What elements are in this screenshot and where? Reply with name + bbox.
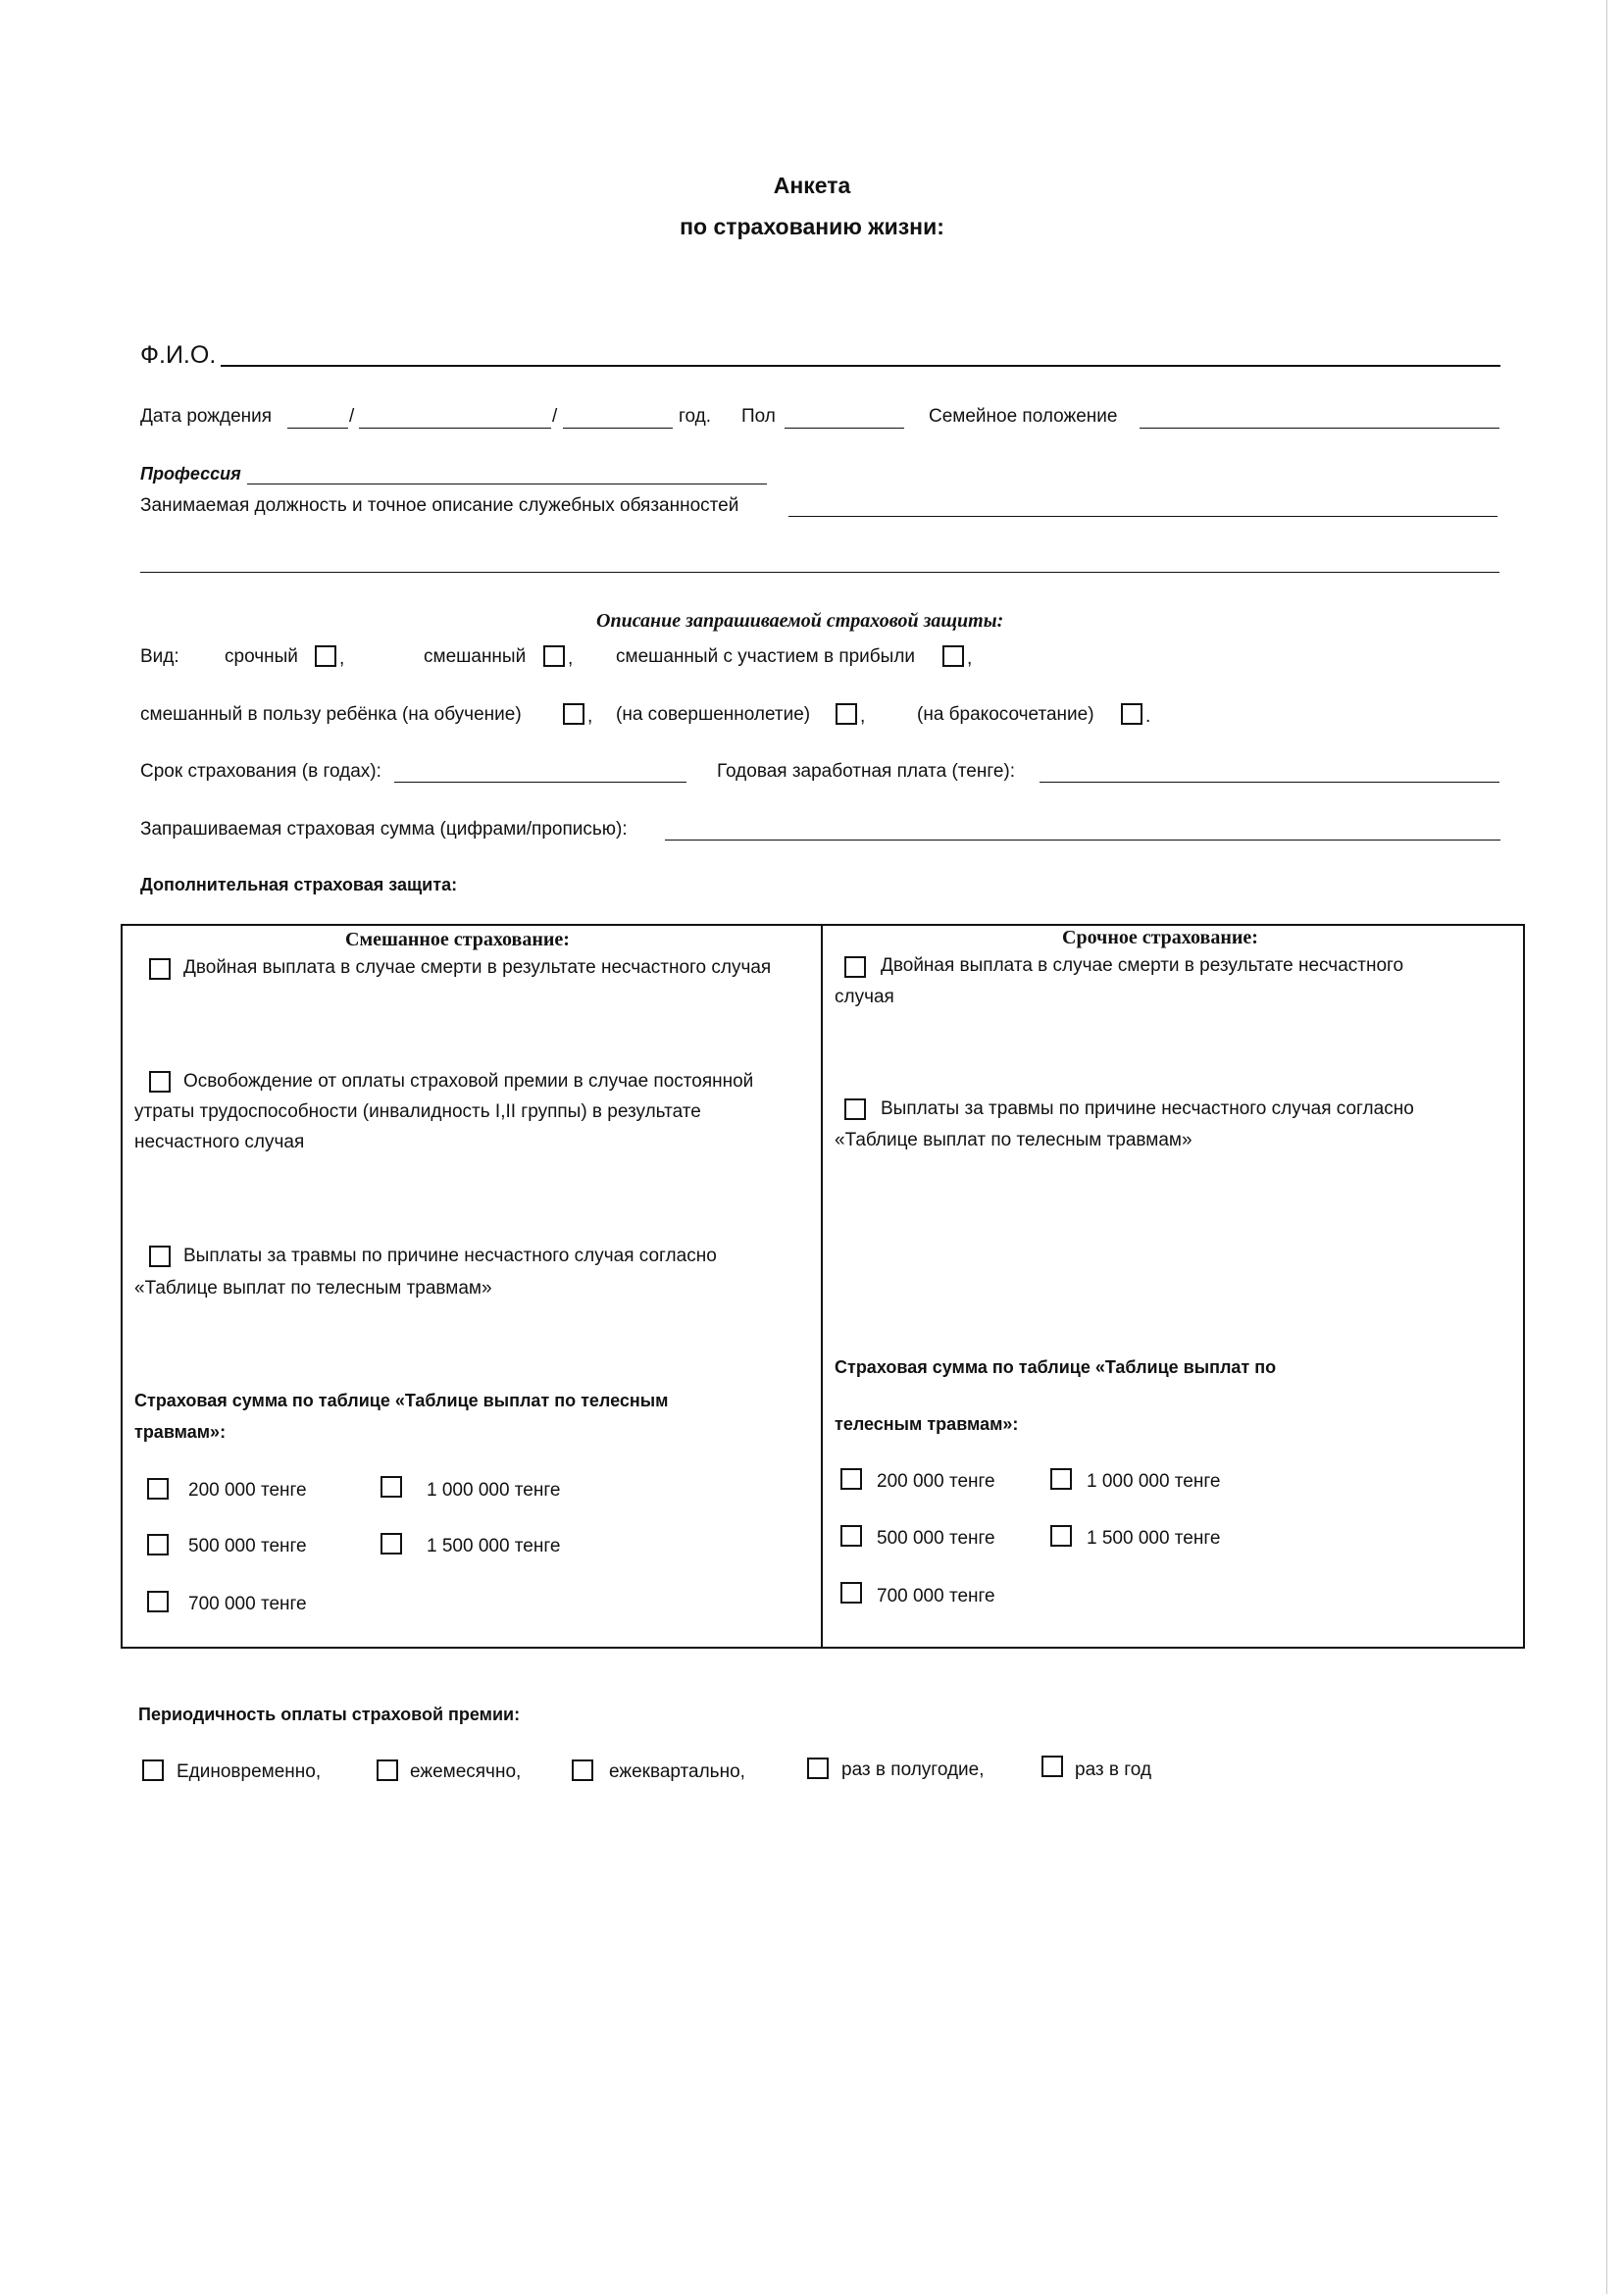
- type-mixed-checkbox[interactable]: [543, 645, 565, 667]
- type-term-checkbox[interactable]: [315, 645, 336, 667]
- position-field-2[interactable]: [140, 572, 1499, 573]
- salary-field[interactable]: [1040, 782, 1499, 783]
- punct: ,: [339, 648, 345, 669]
- fio-label: Ф.И.О.: [140, 341, 217, 369]
- type-option-label: смешанный в пользу ребёнка (на обучение): [140, 704, 522, 725]
- payment-option-label: Единовременно,: [177, 1761, 322, 1782]
- payment-semiannual-checkbox[interactable]: [807, 1758, 829, 1779]
- option-text: «Таблице выплат по телесным травмам»: [134, 1278, 492, 1299]
- right-sum-heading: телесным травмам»:: [835, 1414, 1019, 1434]
- type-option-label: (на бракосочетание): [917, 704, 1094, 725]
- option-text: несчастного случая: [134, 1132, 305, 1152]
- punct: ,: [860, 706, 866, 727]
- coverage-heading: Описание запрашиваемой страховой защиты:: [596, 610, 1004, 632]
- gender-label: Пол: [741, 406, 776, 427]
- left-amount-200k-checkbox[interactable]: [147, 1478, 169, 1500]
- marital-field[interactable]: [1140, 428, 1499, 429]
- birth-day-field[interactable]: [287, 428, 348, 429]
- amount-label: 500 000 тенге: [877, 1528, 995, 1549]
- left-amount-1-5m-checkbox[interactable]: [381, 1533, 402, 1555]
- right-sum-heading: Страховая сумма по таблице «Таблице выплат по: [835, 1357, 1277, 1377]
- additional-heading: Дополнительная страховая защита:: [140, 875, 458, 894]
- right-amount-200k-checkbox[interactable]: [840, 1468, 862, 1490]
- profession-label: Профессия: [140, 464, 241, 484]
- term-field[interactable]: [394, 782, 686, 783]
- punct: ,: [568, 648, 574, 669]
- term-insurance-title: Срочное страхование:: [1062, 927, 1258, 948]
- year-suffix: год.: [679, 406, 712, 427]
- sum-field[interactable]: [665, 840, 1500, 841]
- left-double-payout-checkbox[interactable]: [149, 958, 171, 980]
- option-text: Двойная выплата в случае смерти в результате несчастного случая: [183, 957, 772, 978]
- right-amount-1m-checkbox[interactable]: [1050, 1468, 1072, 1490]
- left-amount-700k-checkbox[interactable]: [147, 1591, 169, 1612]
- punct: ,: [587, 706, 593, 727]
- amount-label: 200 000 тенге: [877, 1471, 995, 1492]
- option-text: случая: [835, 987, 894, 1007]
- term-label: Срок страхования (в годах):: [140, 761, 381, 782]
- amount-label: 1 500 000 тенге: [427, 1536, 561, 1556]
- amount-label: 1 000 000 тенге: [1087, 1471, 1221, 1492]
- payment-option-label: раз в год: [1075, 1759, 1152, 1780]
- option-text: Освобождение от оплаты страховой премии в случае постоянной: [183, 1071, 754, 1092]
- right-amount-1-5m-checkbox[interactable]: [1050, 1525, 1072, 1547]
- option-text: Выплаты за травмы по причине несчастного случая согласно: [881, 1098, 1414, 1119]
- payment-heading: Периодичность оплаты страховой премии:: [138, 1705, 521, 1724]
- payment-option-label: ежеквартально,: [609, 1761, 745, 1782]
- type-child-education-checkbox[interactable]: [563, 703, 584, 725]
- type-option-label: смешанный с участием в прибыли: [616, 646, 916, 667]
- option-text: Двойная выплата в случае смерти в результате несчастного: [881, 955, 1404, 976]
- type-option-label: срочный: [225, 646, 298, 667]
- type-child-majority-checkbox[interactable]: [836, 703, 857, 725]
- type-mixed-profit-checkbox[interactable]: [942, 645, 964, 667]
- date-separator: /: [349, 406, 355, 427]
- salary-label: Годовая заработная плата (тенге):: [717, 761, 1016, 782]
- left-injury-payout-checkbox[interactable]: [149, 1246, 171, 1267]
- amount-label: 200 000 тенге: [188, 1480, 307, 1501]
- position-field[interactable]: [788, 516, 1497, 517]
- birth-year-field[interactable]: [563, 428, 673, 429]
- page-title: Анкета: [773, 173, 851, 198]
- right-amount-500k-checkbox[interactable]: [840, 1525, 862, 1547]
- table-divider: [821, 924, 823, 1649]
- punct: .: [1145, 706, 1151, 727]
- right-double-payout-checkbox[interactable]: [844, 956, 866, 978]
- payment-single-checkbox[interactable]: [142, 1759, 164, 1781]
- amount-label: 1 500 000 тенге: [1087, 1528, 1221, 1549]
- type-label: Вид:: [140, 646, 179, 667]
- right-amount-700k-checkbox[interactable]: [840, 1582, 862, 1604]
- birth-month-field[interactable]: [359, 428, 551, 429]
- option-text: утраты трудоспособности (инвалидность I,II группы) в результате: [134, 1101, 701, 1122]
- date-separator: /: [552, 406, 558, 427]
- type-child-marriage-checkbox[interactable]: [1121, 703, 1142, 725]
- marital-label: Семейное положение: [929, 406, 1118, 427]
- page-subtitle: по страхованию жизни:: [680, 214, 944, 239]
- payment-annual-checkbox[interactable]: [1041, 1756, 1063, 1777]
- left-amount-500k-checkbox[interactable]: [147, 1534, 169, 1555]
- left-premium-waiver-checkbox[interactable]: [149, 1071, 171, 1093]
- amount-label: 1 000 000 тенге: [427, 1480, 561, 1501]
- type-option-label: (на совершеннолетие): [616, 704, 811, 725]
- payment-option-label: раз в полугодие,: [841, 1759, 985, 1780]
- gender-field[interactable]: [785, 428, 904, 429]
- fio-field[interactable]: [221, 365, 1500, 367]
- option-text: Выплаты за травмы по причине несчастного случая согласно: [183, 1246, 717, 1266]
- left-amount-1m-checkbox[interactable]: [381, 1476, 402, 1498]
- position-label: Занимаемая должность и точное описание служебных обязанностей: [140, 495, 739, 516]
- payment-quarterly-checkbox[interactable]: [572, 1759, 593, 1781]
- payment-monthly-checkbox[interactable]: [377, 1759, 398, 1781]
- amount-label: 500 000 тенге: [188, 1536, 307, 1556]
- punct: ,: [967, 648, 973, 669]
- amount-label: 700 000 тенге: [188, 1594, 307, 1614]
- left-sum-heading: травмам»:: [134, 1422, 227, 1442]
- amount-label: 700 000 тенге: [877, 1586, 995, 1606]
- mixed-insurance-title: Смешанное страхование:: [345, 929, 570, 950]
- left-sum-heading: Страховая сумма по таблице «Таблице выплат по телесным: [134, 1391, 669, 1410]
- birth-label: Дата рождения: [140, 406, 273, 427]
- type-option-label: смешанный: [424, 646, 527, 667]
- scan-edge: [1606, 0, 1607, 2294]
- option-text: «Таблице выплат по телесным травмам»: [835, 1130, 1193, 1150]
- payment-option-label: ежемесячно,: [410, 1761, 522, 1782]
- sum-label: Запрашиваемая страховая сумма (цифрами/прописью):: [140, 819, 628, 840]
- right-injury-payout-checkbox[interactable]: [844, 1098, 866, 1120]
